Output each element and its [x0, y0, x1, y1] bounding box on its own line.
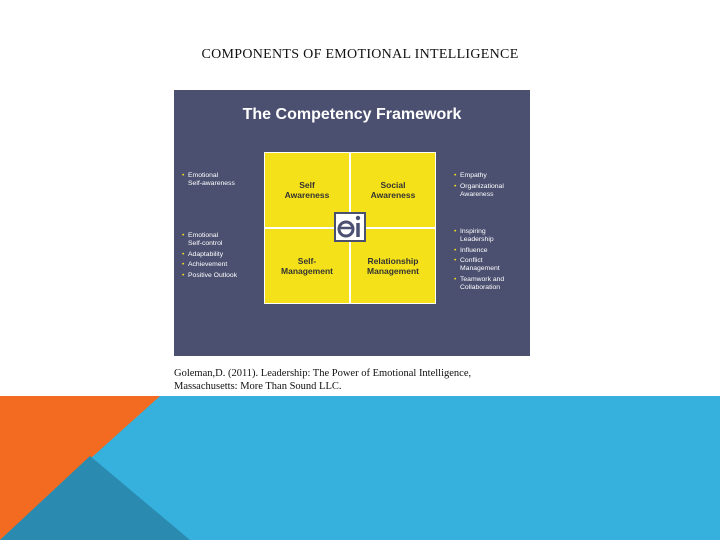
list-item: • Achievement	[182, 261, 228, 268]
slide-title: COMPONENTS OF EMOTIONAL INTELLIGENCE	[201, 47, 519, 62]
quadrant-relationship-management: Relationship Management	[351, 229, 435, 303]
competency-framework-image	[174, 90, 530, 356]
list-item: • Emotional Self-control	[182, 232, 223, 247]
list-item: • Emotional Self-awareness	[182, 172, 235, 187]
decorative-background-shapes	[0, 396, 720, 540]
list-item: • Teamwork and Collaboration	[454, 275, 505, 291]
left-top-list	[182, 172, 235, 191]
list-item: • Influence	[454, 246, 488, 254]
list-item: • Conflict Management	[454, 257, 500, 272]
quadrant-social-awareness: Social Awareness	[351, 153, 435, 227]
right-top-list	[454, 172, 504, 201]
left-bottom-list	[182, 232, 237, 282]
list-item: • Adaptability	[182, 250, 224, 258]
framework-title: The Competency Framework	[242, 106, 462, 123]
right-bottom-list	[454, 228, 504, 294]
list-item: • Organizational Awareness	[454, 182, 504, 198]
list-item: • Inspiring Leadership	[454, 228, 494, 243]
list-item: • Positive Outlook	[182, 271, 238, 279]
quadrant-grid	[264, 152, 436, 304]
quadrant-self-awareness: Self Awareness	[265, 153, 349, 227]
ei-logo-icon	[334, 212, 366, 242]
citation: Goleman,D. (2011). Leadership: The Power of Emotional Intelligence, Massachusetts: More Than Sound LLC.	[174, 368, 472, 392]
quadrant-self-management: Self- Management	[265, 229, 349, 303]
list-item: • Empathy	[454, 172, 487, 179]
